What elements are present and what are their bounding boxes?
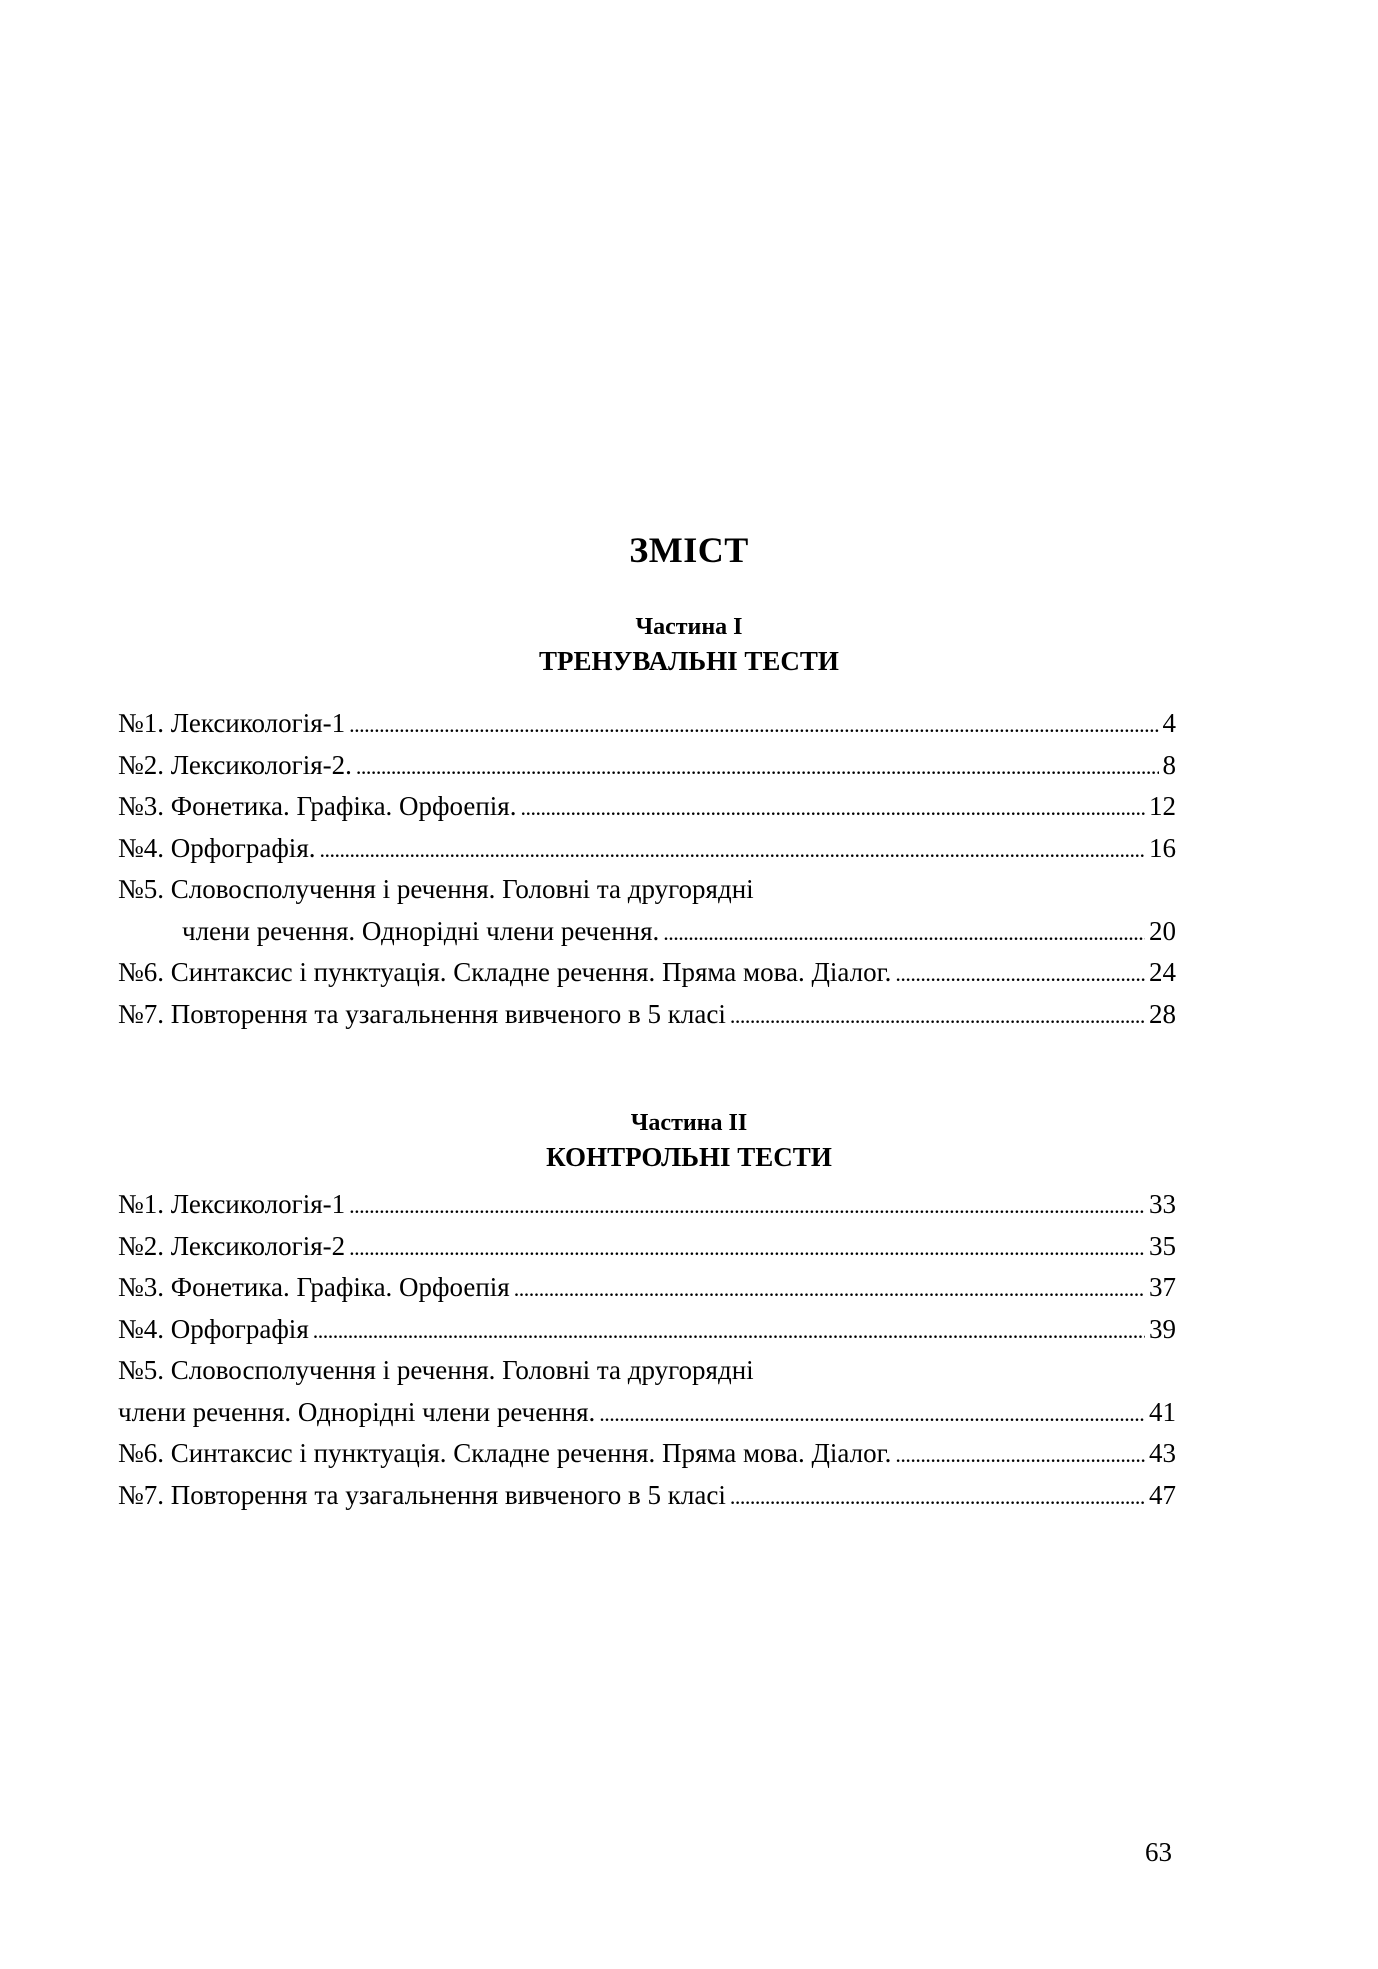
toc-entry[interactable] — [118, 1433, 1176, 1475]
toc-page-number: 33 — [1149, 1189, 1176, 1219]
toc-entry-label: №2. Лексикологія-2. — [118, 749, 352, 780]
dot-leader — [895, 953, 1145, 995]
toc-entry[interactable] — [118, 745, 1176, 787]
toc-entry-label: №3. Фонетика. Графіка. Орфоепія. — [118, 791, 517, 821]
dot-leader — [730, 995, 1145, 1037]
toc-page-number: 41 — [1149, 1396, 1176, 1427]
toc-entry[interactable] — [118, 994, 1176, 1036]
dot-leader — [356, 746, 1159, 788]
dot-leader — [895, 1434, 1145, 1476]
toc-entry-label: №7. Повторення та узагальнення вивченого в 5 класі — [118, 1479, 726, 1510]
toc-page-number: 35 — [1149, 1230, 1176, 1261]
part-2-label: Частина II — [630, 1110, 748, 1136]
dot-leader — [349, 704, 1158, 746]
toc-entry-label: №2. Лексикологія-2 — [118, 1230, 346, 1261]
toc-entry-label: №7. Повторення та узагальнення вивченого в 5 класі — [118, 998, 726, 1029]
dot-leader — [599, 1393, 1145, 1435]
part-2-title: КОНТРОЛЬНІ ТЕСТИ — [546, 1142, 832, 1172]
toc-entry[interactable] — [118, 1309, 1176, 1351]
toc-entry[interactable] — [118, 1226, 1176, 1268]
toc-entry-label: №6. Синтаксис і пунктуація. Складне речення. Пряма мова. Діалог. — [118, 1438, 892, 1468]
toc-entry[interactable] — [118, 1184, 1176, 1226]
toc-page-number: 12 — [1149, 791, 1176, 821]
toc-page-number: 28 — [1149, 998, 1176, 1029]
dot-leader — [319, 829, 1145, 871]
toc-part-1 — [118, 703, 1176, 1035]
toc-entry[interactable] — [118, 952, 1176, 994]
part-1-title: ТРЕНУВАЛЬНІ ТЕСТИ — [539, 646, 839, 676]
toc-page-number: 39 — [1149, 1313, 1176, 1344]
toc-page-number: 47 — [1149, 1479, 1176, 1510]
toc-entry-label: №4. Орфографія — [118, 1313, 309, 1344]
toc-page-number: 8 — [1162, 749, 1176, 780]
page-title: ЗМІСТ — [629, 530, 749, 570]
dot-leader — [349, 1185, 1145, 1227]
toc-page-number: 37 — [1149, 1272, 1176, 1302]
dot-leader — [313, 1310, 1145, 1352]
part-1-label: Частина I — [635, 614, 743, 640]
toc-entry-label: №1. Лексикологія-1 — [118, 1189, 346, 1219]
toc-part-2 — [118, 1184, 1176, 1516]
toc-page-number: 24 — [1149, 957, 1176, 987]
toc-entry-label-continued: члени речення. Однорідні члени речення. — [118, 1396, 596, 1427]
toc-entry-label: №1. Лексикологія-1 — [118, 708, 346, 738]
toc-page-number: 20 — [1149, 915, 1176, 946]
dot-leader — [663, 912, 1145, 954]
toc-entry[interactable] — [118, 869, 1176, 952]
dot-leader — [349, 1227, 1145, 1269]
toc-entry[interactable] — [118, 1350, 1176, 1433]
toc-entry[interactable] — [118, 1475, 1176, 1517]
toc-entry-label: №3. Фонетика. Графіка. Орфоепія — [118, 1272, 510, 1302]
toc-entry[interactable] — [118, 786, 1176, 828]
toc-entry-label: №6. Синтаксис і пунктуація. Складне речення. Пряма мова. Діалог. — [118, 957, 892, 987]
dot-leader — [520, 787, 1145, 829]
toc-entry-label-continued: члени речення. Однорідні члени речення. — [182, 915, 660, 946]
dot-leader — [514, 1268, 1145, 1310]
page-number: 63 — [1145, 1837, 1172, 1867]
dot-leader — [730, 1476, 1145, 1518]
toc-entry-label: №4. Орфографія. — [118, 832, 316, 863]
toc-entry[interactable] — [118, 1267, 1176, 1309]
toc-page-number: 43 — [1149, 1438, 1176, 1468]
toc-page-number: 4 — [1162, 708, 1176, 738]
part-2-heading — [0, 1106, 1378, 1174]
toc-entry[interactable] — [118, 828, 1176, 870]
toc-entry-label: №5. Словосполучення і речення. Головні та другорядні — [118, 874, 754, 904]
part-1-heading — [0, 610, 1378, 678]
toc-entry[interactable] — [118, 703, 1176, 745]
toc-entry-label: №5. Словосполучення і речення. Головні та другорядні — [118, 1355, 754, 1385]
toc-page-number: 16 — [1149, 832, 1176, 863]
